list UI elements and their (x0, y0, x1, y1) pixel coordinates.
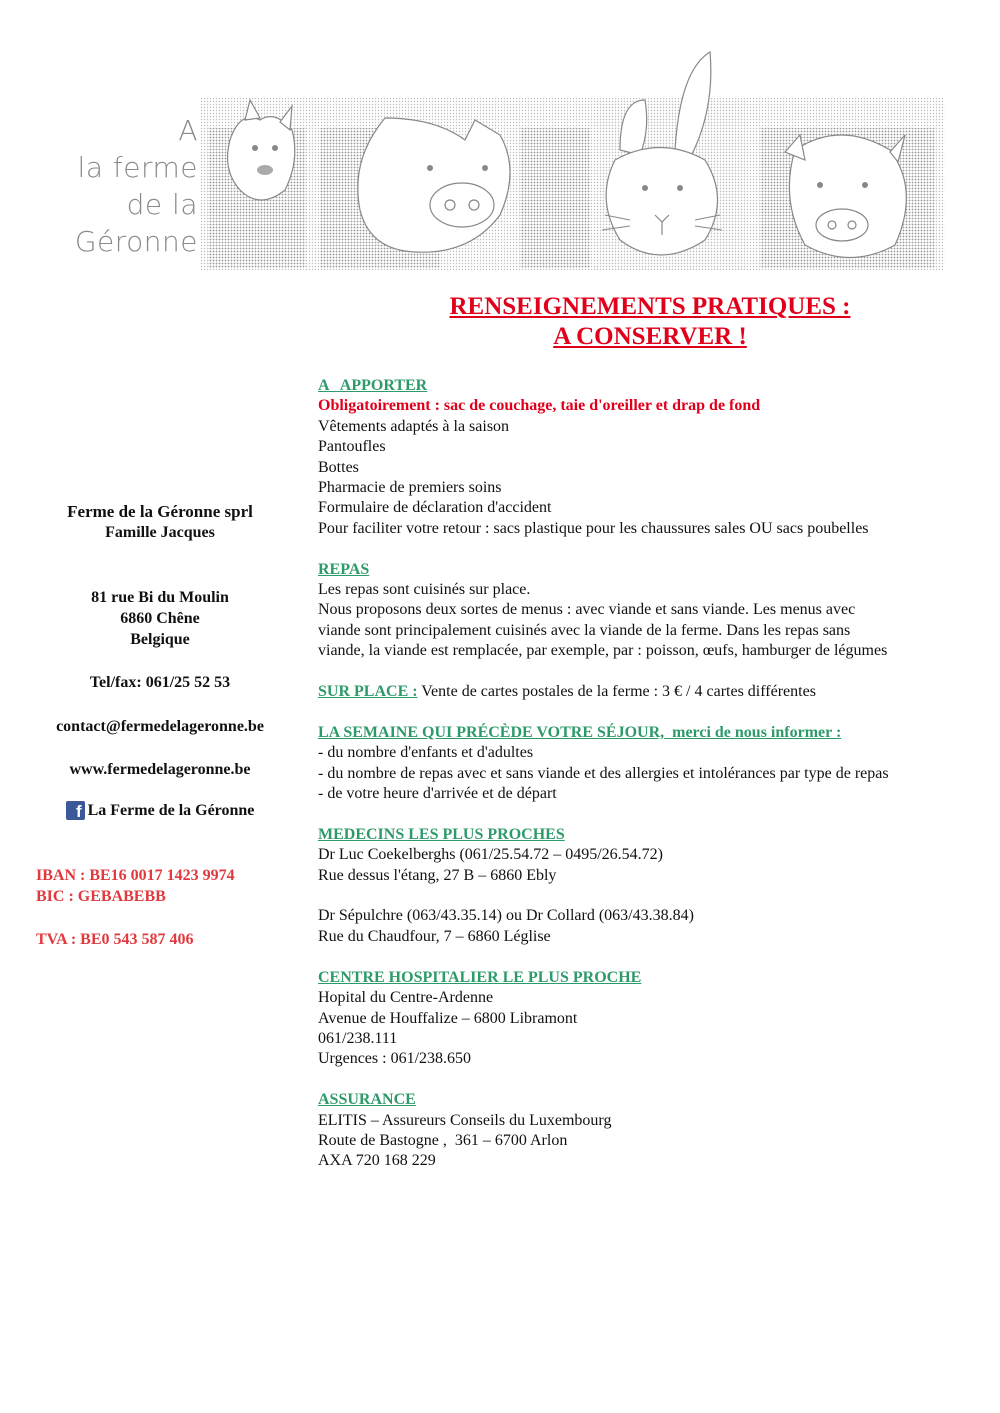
list-item: - de votre heure d'arrivée et de départ (318, 785, 557, 803)
header (0, 0, 1000, 290)
facebook-label: La Ferme de la Géronne (87, 802, 255, 819)
cow-icon (760, 128, 935, 268)
address-city: 6860 Chêne (120, 610, 200, 627)
page-title (320, 292, 980, 352)
practical-info (318, 376, 978, 1172)
facebook-link[interactable] (20, 800, 300, 823)
facebook-icon: f (66, 801, 85, 820)
text-line: Hopital du Centre-Ardenne (318, 989, 494, 1007)
family-name: Famille Jacques (105, 524, 215, 541)
mandatory-items: Obligatoirement : sac de couchage, taie d'oreiller et drap de fond (318, 397, 761, 415)
contact-address-block (20, 587, 300, 650)
logo-wordmark (58, 112, 198, 260)
text-line: Avenue de Houffalize – 6800 Libramont (318, 1009, 578, 1027)
section-heading-surplace: SUR PLACE : (318, 683, 418, 701)
iban: IBAN : BE16 0017 1423 9974 (36, 867, 235, 884)
title-line-1: RENSEIGNEMENTS PRATIQUES : (449, 293, 851, 320)
list-item: Formulaire de déclaration d'accident (318, 499, 552, 517)
section-heading-apporter: A APPORTER (318, 377, 428, 394)
contact-website[interactable]: www.fermedelageronne.be (69, 761, 251, 778)
doctor-1-name: Dr Luc Coekelberghs (061/25.54.72 – 0495/26.54.72) (318, 846, 663, 864)
farm-animals-illustration (200, 40, 945, 280)
title-line-2: A CONSERVER ! (553, 323, 747, 350)
contact-company-block (20, 501, 300, 543)
text-line: viande sont principalement cuisinés avec la viande de la ferme. Dans les repas sans (318, 621, 851, 639)
logo-line: A (178, 114, 198, 147)
text-line: Urgences : 061/238.650 (318, 1050, 472, 1068)
list-item: Pour faciliter votre retour : sacs plastique pour les chaussures sales OU sacs poubelles (318, 519, 869, 537)
list-item: - du nombre de repas avec et sans viande et des allergies et intolérances par type de repas (318, 764, 889, 782)
text-line: ELITIS – Assureurs Conseils du Luxembourg (318, 1111, 612, 1129)
tva: TVA : BE0 543 587 406 (36, 931, 194, 948)
section-heading-medecins: MEDECINS LES PLUS PROCHES (318, 825, 565, 843)
address-country: Belgique (130, 631, 190, 648)
bank-details (36, 865, 316, 907)
logo-line: de la (126, 188, 198, 221)
contact-telfax: Tel/fax: 061/25 52 53 (89, 674, 231, 691)
section-heading-repas: REPAS (318, 560, 370, 578)
list-item: Pantoufles (318, 438, 386, 456)
address-street: 81 rue Bi du Moulin (91, 589, 229, 606)
doctor-1-address: Rue dessus l'étang, 27 B – 6860 Ebly (318, 866, 557, 884)
text-line: AXA 720 168 229 (318, 1152, 436, 1170)
contact-email[interactable]: contact@fermedelageronne.be (56, 718, 264, 735)
logo-line: Géronne (74, 225, 198, 258)
bic: BIC : GEBABEBB (36, 888, 166, 905)
text-line: Nous proposons deux sortes de menus : avec viande et sans viande. Les menus avec (318, 601, 856, 619)
text-line: 061/238.111 (318, 1029, 398, 1047)
list-item: Bottes (318, 458, 359, 476)
text-line: Les repas sont cuisinés sur place. (318, 581, 531, 599)
section-heading-assurance: ASSURANCE (318, 1091, 416, 1109)
list-item: - du nombre d'enfants et d'adultes (318, 744, 534, 762)
company-name: Ferme de la Géronne sprl (67, 502, 253, 521)
text-line: viande, la viande est remplacée, par exemple, par : poisson, œufs, hamburger de légumes (318, 642, 888, 660)
surplace-line (318, 682, 978, 702)
list-item: Pharmacie de premiers soins (318, 479, 502, 497)
text-line: Route de Bastogne , 361 – 6700 Arlon (318, 1131, 568, 1149)
surplace-text: Vente de cartes postales de la ferme : 3 € / 4 cartes différentes (417, 683, 816, 701)
doctor-2-name: Dr Sépulchre (063/43.35.14) ou Dr Collard (063/43.38.84) (318, 907, 694, 925)
doctor-2-address: Rue du Chaudfour, 7 – 6860 Léglise (318, 927, 551, 945)
section-heading-semaine: LA SEMAINE QUI PRÉCÈDE VOTRE SÉJOUR, merci de nous informer : (318, 723, 842, 741)
list-item: Vêtements adaptés à la saison (318, 417, 510, 435)
section-heading-hopital: CENTRE HOSPITALIER LE PLUS PROCHE (318, 968, 642, 986)
logo-line: la ferme (77, 151, 198, 184)
rabbit-icon (595, 52, 745, 270)
